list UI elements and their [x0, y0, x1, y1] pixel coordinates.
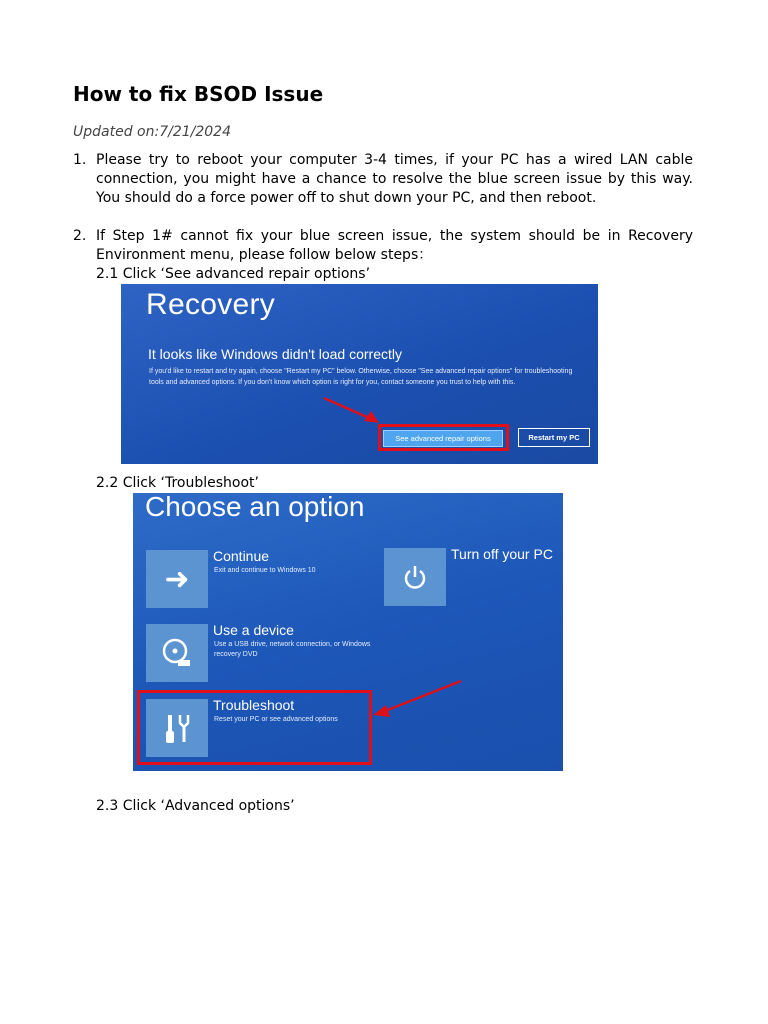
step-2: [73, 227, 693, 265]
recovery-title: Recovery: [146, 288, 276, 321]
option-troubleshoot-desc: Reset your PC or see advanced options: [214, 716, 338, 723]
substep-number: 2.3: [96, 798, 119, 814]
recovery-screenshot: [121, 284, 598, 464]
substep-text: Click ‘See advanced repair options’: [122, 266, 371, 282]
substep-text: Click ‘Troubleshoot’: [122, 475, 259, 491]
recovery-subtitle: It looks like Windows didn't load correctly: [148, 346, 402, 362]
updated-date: Updated on:7/21/2024: [73, 124, 231, 140]
step-number: 1.: [73, 152, 87, 168]
substep-2-1: [96, 265, 370, 284]
step-text: Please try to reboot your computer 3-4 times, if your PC has a wired LAN cable connection, you might have a chance to resolve the blue screen issue by this way. You should do a force power off to shut down your PC, and then reboot.: [96, 152, 693, 206]
step-number: 2.: [73, 228, 87, 244]
option-troubleshoot-label[interactable]: Troubleshoot: [213, 697, 295, 713]
substep-2-2: [96, 474, 259, 493]
substep-number: 2.2: [96, 475, 119, 491]
step-text: If Step 1# cannot fix your blue screen issue, the system should be in Recovery Environment menu, please follow below steps：: [96, 228, 693, 263]
substep-text: Click ‘Advanced options’: [122, 798, 295, 814]
option-continue-label[interactable]: Continue: [213, 548, 270, 564]
option-use-device-label[interactable]: Use a device: [213, 622, 294, 638]
red-arrow-icon: [133, 493, 563, 771]
arrow-right-icon[interactable]: ➜: [146, 550, 208, 608]
option-turn-off-label[interactable]: Turn off your PC: [451, 546, 553, 562]
choose-title: Choose an option: [145, 493, 365, 522]
substep-number: 2.1: [96, 266, 119, 282]
page-title: How to fix BSOD Issue: [73, 82, 324, 106]
substep-2-3: [96, 797, 295, 816]
see-advanced-repair-options-button[interactable]: See advanced repair options: [383, 430, 503, 447]
choose-option-screenshot: [133, 493, 563, 771]
step-1: [73, 151, 693, 208]
recovery-body: If you'd like to restart and try again, choose "Restart my PC" below. Otherwise, choose "See advanced repair options" for troubleshooting tools and advanced options. If you don't know which option is right for you, contact someone you trust to help with this.: [149, 368, 573, 386]
option-use-device-desc: Use a USB drive, network connection, or Windows recovery DVD: [214, 641, 371, 658]
option-continue-desc: Exit and continue to Windows 10: [214, 567, 316, 574]
restart-my-pc-button[interactable]: Restart my PC: [518, 428, 590, 447]
highlight-box: [378, 424, 509, 451]
